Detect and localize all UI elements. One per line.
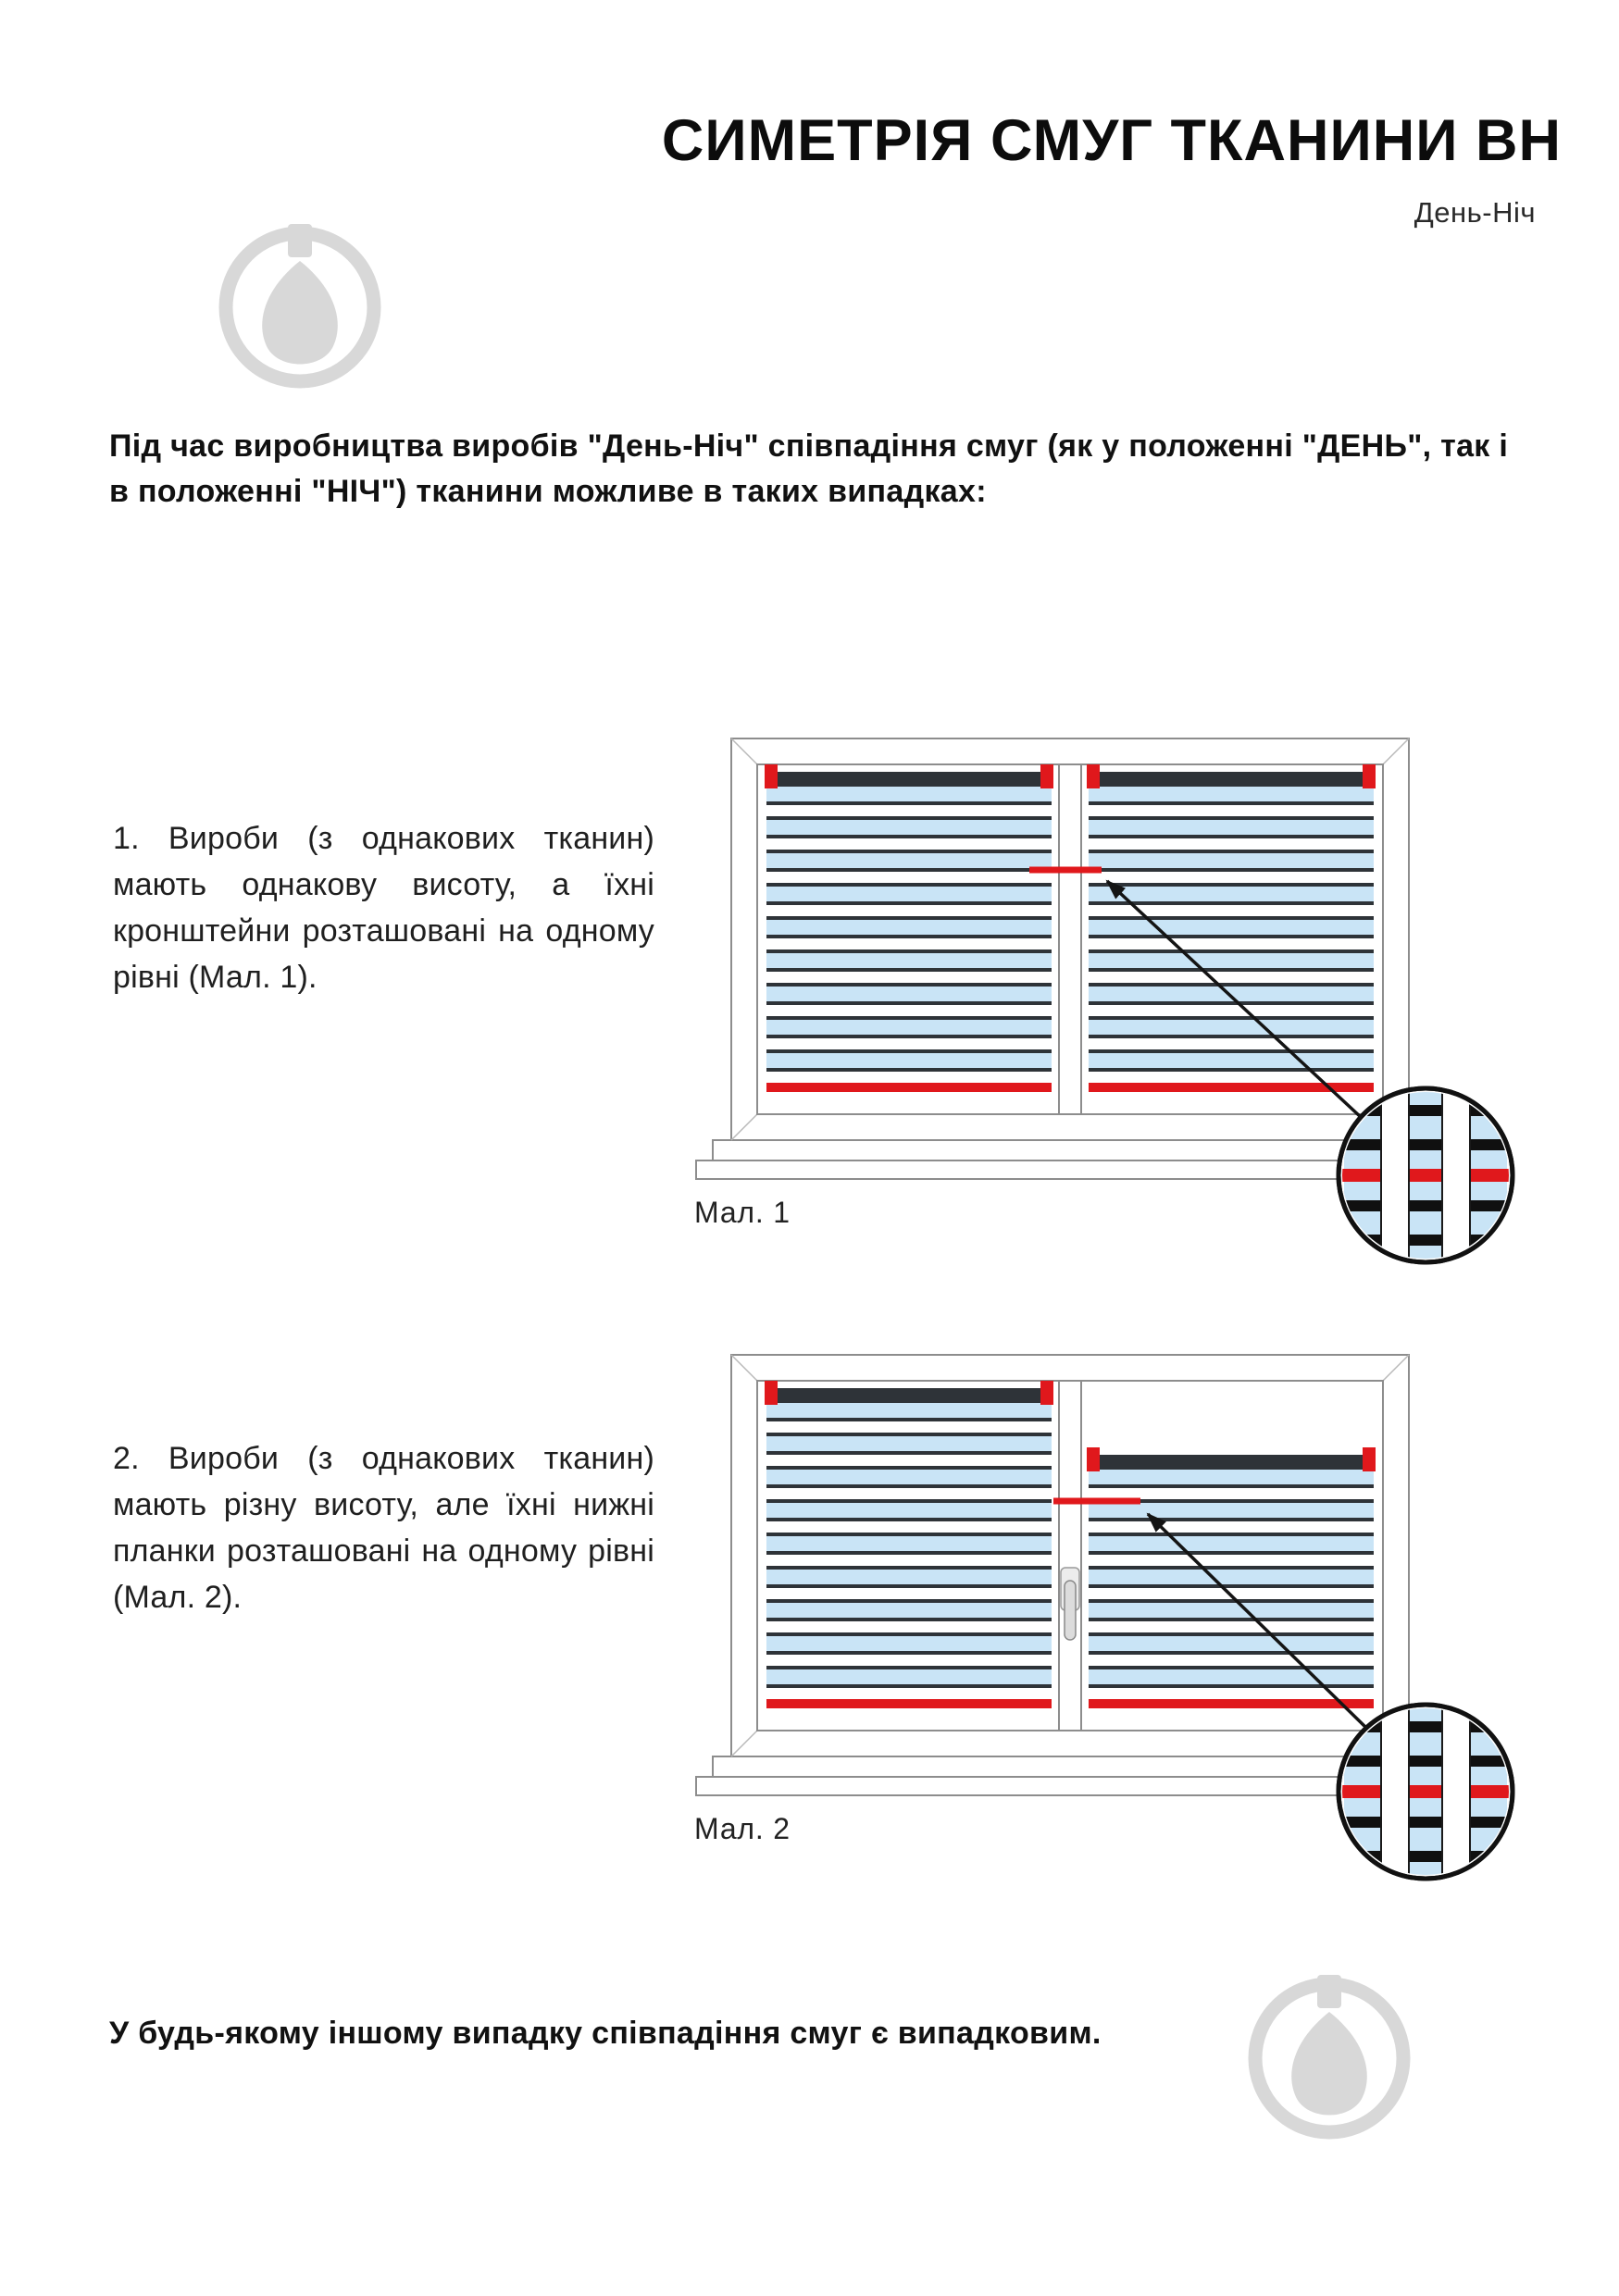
blind-left: [765, 1381, 1053, 1708]
figure-2: [685, 1347, 1615, 1926]
case-1-text: 1. Вироби (з однакових тканин) мають однакову висоту, а їхні кронштейни розташовані на одному рівні (Мал. 1).: [113, 821, 654, 995]
blind-left: [765, 764, 1053, 1092]
watermark-logo-icon: [202, 204, 398, 421]
figure-2-caption: Мал. 2: [694, 1812, 791, 1845]
blind-right: [1087, 764, 1376, 1092]
page-subtitle: День-Ніч: [1414, 196, 1536, 229]
conclusion-text: У будь-якому іншому випадку співпадіння смуг є випадковим.: [109, 2016, 1102, 2051]
window-sill: [696, 1756, 1446, 1795]
magnifier-detail: [1339, 1088, 1513, 1262]
case-2-text: 2. Вироби (з однакових тканин) мають різну висоту, але їхні нижні планки розташовані на одному рівні (Мал. 2).: [113, 1441, 654, 1615]
window-sill: [696, 1140, 1446, 1179]
figure-1: [685, 731, 1615, 1309]
magnifier-detail: [1339, 1705, 1513, 1879]
window-illustration-2: [685, 1347, 1615, 1926]
window-illustration-1: [685, 731, 1615, 1309]
page-title: СИМЕТРІЯ СМУГ ТКАНИНИ ВН: [661, 108, 1562, 173]
header: [0, 107, 1562, 230]
blind-right: [1087, 1447, 1376, 1708]
intro-paragraph: Під час виробництва виробів "День-Ніч" співпадіння смуг (як у положенні "ДЕНЬ", так і в положенні "НІЧ") тканини можливе в таких випадках:: [109, 428, 1509, 510]
figure-1-caption: Мал. 1: [694, 1196, 791, 1229]
watermark-logo-icon: [1231, 1955, 1427, 2172]
